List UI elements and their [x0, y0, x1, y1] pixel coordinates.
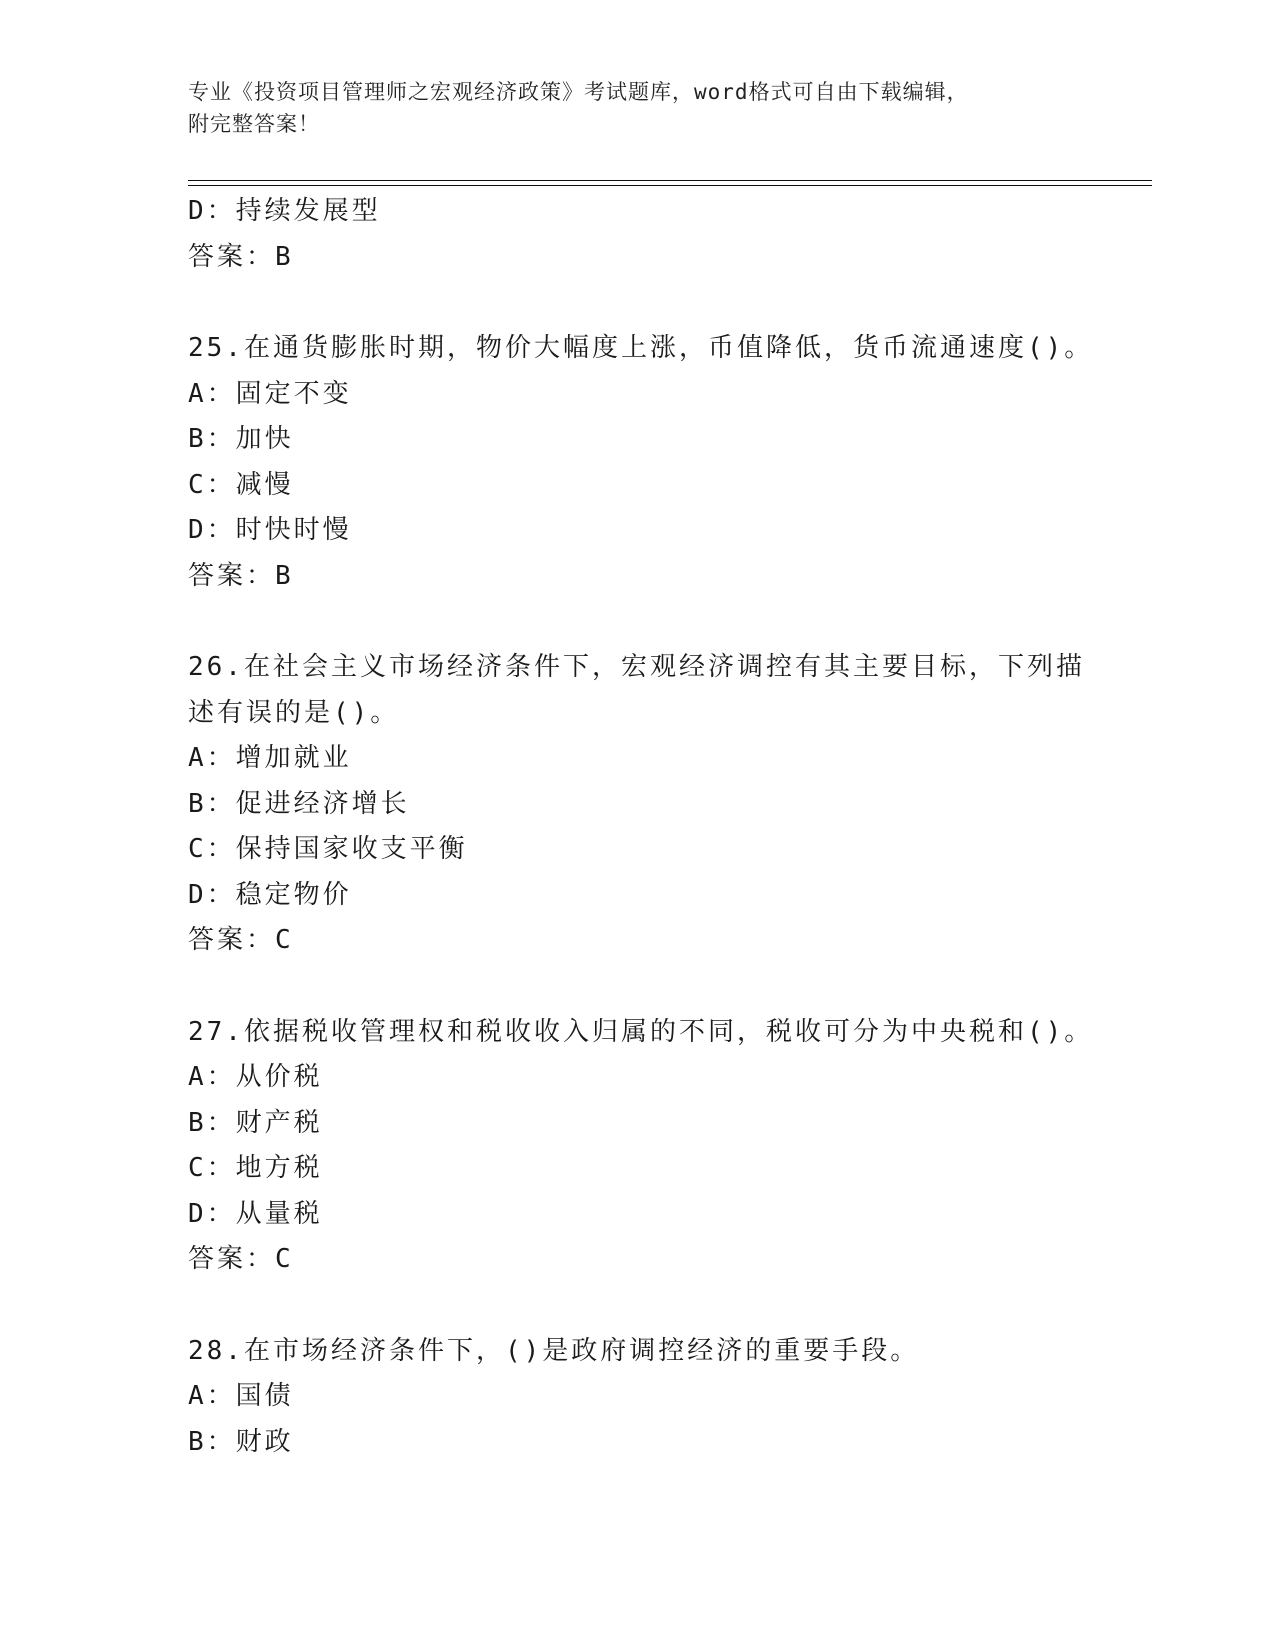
question-26 [188, 645, 1088, 964]
option-d: D：从量税 [188, 1198, 323, 1229]
question-25 [188, 326, 1094, 599]
question-27 [188, 1010, 1094, 1283]
option-a: A：从价税 [188, 1062, 323, 1092]
option-c: C：地方税 [188, 1153, 323, 1183]
header-line-2: 附完整答案！ [188, 112, 320, 136]
option-b: B：促进经济增长 [188, 788, 410, 819]
header-divider-top [188, 180, 1152, 181]
spacer [188, 1283, 1088, 1329]
option-d: D：时快时慢 [188, 515, 352, 545]
document-header [188, 76, 1088, 140]
option-a: A：增加就业 [188, 743, 352, 773]
question-text-line-2: 述有误的是()。 [188, 697, 400, 728]
question-text: 28.在市场经济条件下，()是政府调控经济的重要手段。 [188, 1335, 920, 1366]
option-b: B：财产税 [188, 1107, 323, 1138]
option-b: B：财政 [188, 1426, 294, 1457]
option-c: C：减慢 [188, 469, 294, 500]
option-c: C：保持国家收支平衡 [188, 834, 468, 864]
option-d: D：持续发展型 [188, 196, 381, 226]
answer-line: 答案：C [188, 1244, 294, 1274]
option-d: D：稳定物价 [188, 879, 352, 910]
question-28 [188, 1329, 1088, 1466]
option-a: A：国债 [188, 1381, 294, 1411]
question-text: 25.在通货膨胀时期，物价大幅度上涨，币值降低，货币流通速度()。 [188, 333, 1094, 363]
answer-line: 答案：C [188, 925, 294, 955]
header-divider-bottom [188, 185, 1152, 186]
question-text-line-1: 26.在社会主义市场经济条件下，宏观经济调控有其主要目标，下列描 [188, 652, 1085, 682]
prev-question-tail [188, 189, 1088, 280]
question-list [188, 189, 1094, 1465]
spacer [188, 280, 1088, 326]
question-text: 27.依据税收管理权和税收收入归属的不同，税收可分为中央税和()。 [188, 1016, 1094, 1047]
option-b: B：加快 [188, 424, 294, 454]
answer-line: 答案：B [188, 560, 294, 591]
header-line-1: 专业《投资项目管理师之宏观经济政策》考试题库，word格式可自由下载编辑， [188, 80, 969, 104]
spacer [188, 964, 1088, 1010]
answer-line: 答案：B [188, 241, 294, 272]
option-a: A：固定不变 [188, 378, 352, 409]
spacer [188, 599, 1088, 645]
